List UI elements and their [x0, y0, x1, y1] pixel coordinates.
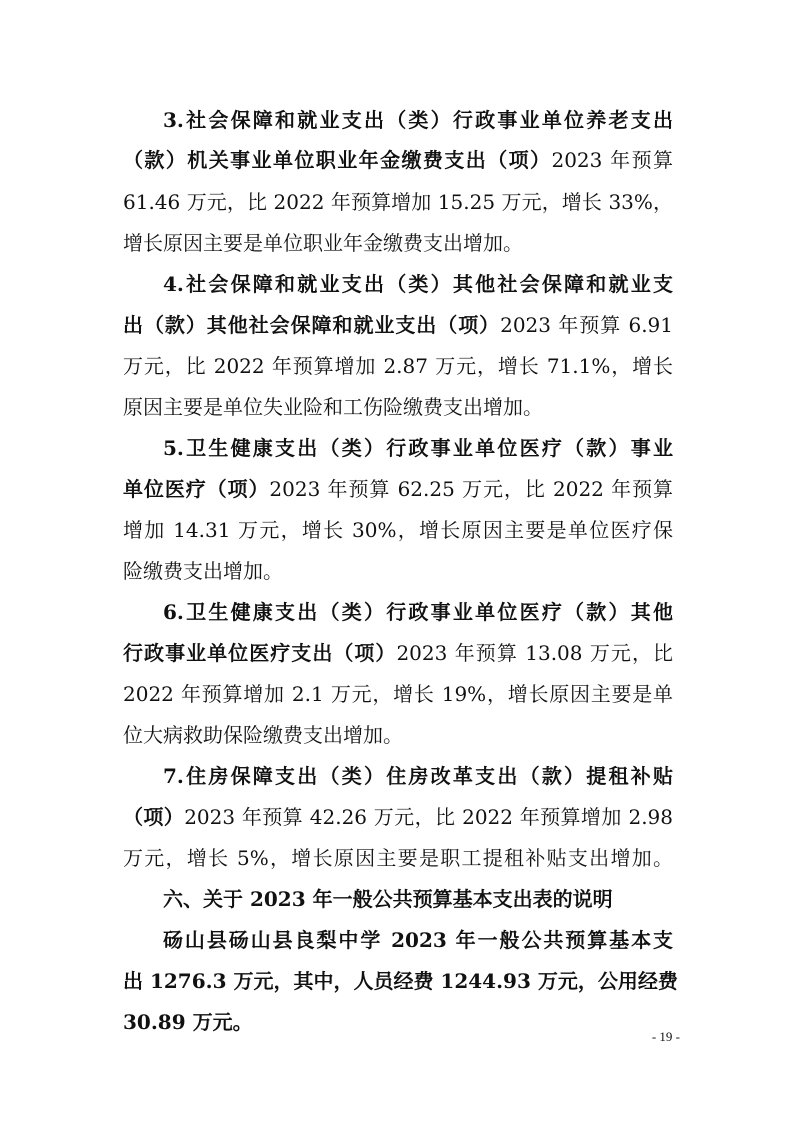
section-7-line-3: [123, 845, 673, 871]
section-4-heading-part: 4.社会保障和就业支出（类）其他社会保障和就业支: [163, 272, 673, 296]
section-6-text-part: 2022 年预算增加 2.1 万元，增长 19%，增长原因主要是单: [123, 682, 673, 706]
section-5-line-2: [123, 476, 673, 502]
section-6-line-4: [123, 722, 673, 748]
section-6-heading-part: 行政事业单位医疗支出（项）: [123, 641, 397, 665]
section-six-heading: 六、关于 2023 年一般公共预算基本支出表的说明: [163, 887, 613, 911]
section-4-text-part: 原因主要是单位失业险和工伤险缴费支出增加。: [123, 395, 543, 419]
section-6-line-2: [123, 640, 673, 666]
section-7-heading-part: 7.住房保障支出（类）住房改革支出（款）提租补贴: [163, 764, 673, 788]
section-5-text-part: 险缴费支出增加。: [123, 559, 283, 583]
section-4-text-part: 万元，比 2022 年预算增加 2.87 万元，增长 71.1%，增长: [123, 354, 673, 378]
section-3-line-4: [123, 230, 673, 256]
section-5-line-1: [163, 435, 673, 461]
section-6-line-1: [163, 599, 673, 625]
section-4-line-2: [123, 312, 673, 338]
section-4-text-part: 2023 年预算 6.91: [500, 313, 674, 337]
section-5-text-part: 2023 年预算 62.25 万元，比 2022 年预算: [269, 477, 674, 501]
section-7-line-1: [163, 763, 673, 789]
section-5-heading-part: 5.卫生健康支出（类）行政事业单位医疗（款）事业: [163, 436, 673, 460]
summary-line-1: 砀山县砀山县良梨中学 2023 年一般公共预算基本支: [163, 928, 673, 952]
section-6-text-part: 位大病救助保险缴费支出增加。: [123, 723, 403, 747]
section-5-line-3: [123, 517, 673, 543]
section-5-heading-part: 单位医疗（项）: [123, 477, 270, 501]
section-5-line-4: [123, 558, 673, 584]
section-3-text-part: 61.46 万元，比 2022 年预算增加 15.25 万元，增长 33%，: [123, 190, 673, 214]
section-6-line-3: [123, 681, 673, 707]
summary-line-2: 出 1276.3 万元，其中，人员经费 1244.93 万元，公用经费: [123, 969, 678, 993]
page-number: - 19 -: [651, 1029, 680, 1044]
section-3-line-2: [123, 147, 673, 173]
section-7-text-part: 万元，增长 5%，增长原因主要是职工提租补贴支出增加。: [123, 846, 673, 870]
section-3-line-1: [163, 107, 673, 133]
section-7-line-2: [123, 804, 673, 830]
section-6-text-part: 2023 年预算 13.08 万元，比: [396, 641, 673, 665]
section-6-heading-part: 6.卫生健康支出（类）行政事业单位医疗（款）其他: [163, 600, 673, 624]
section-7-text-part: 2023 年预算 42.26 万元，比 2022 年预算增加 2.98: [184, 805, 674, 829]
section-4-line-1: [163, 271, 673, 297]
section-4-line-3: [123, 353, 673, 379]
section-3-text-part: 增长原因主要是单位职业年金缴费支出增加。: [123, 231, 523, 255]
section-5-text-part: 增加 14.31 万元，增长 30%，增长原因主要是单位医疗保: [123, 518, 673, 542]
summary-line-3: 30.89 万元。: [123, 1010, 253, 1034]
section-4-heading-part: 出（款）其他社会保障和就业支出（项）: [123, 313, 501, 337]
section-4-line-4: [123, 394, 673, 420]
section-3-text-part: 2023 年预算: [551, 148, 673, 172]
section-7-heading-part: （项）: [123, 805, 185, 829]
section-3-heading-part: 3.社会保障和就业支出（类）行政事业单位养老支出: [163, 108, 673, 132]
section-3-heading-part: （款）机关事业单位职业年金缴费支出（项）: [123, 148, 552, 172]
section-3-line-3: [123, 189, 673, 215]
